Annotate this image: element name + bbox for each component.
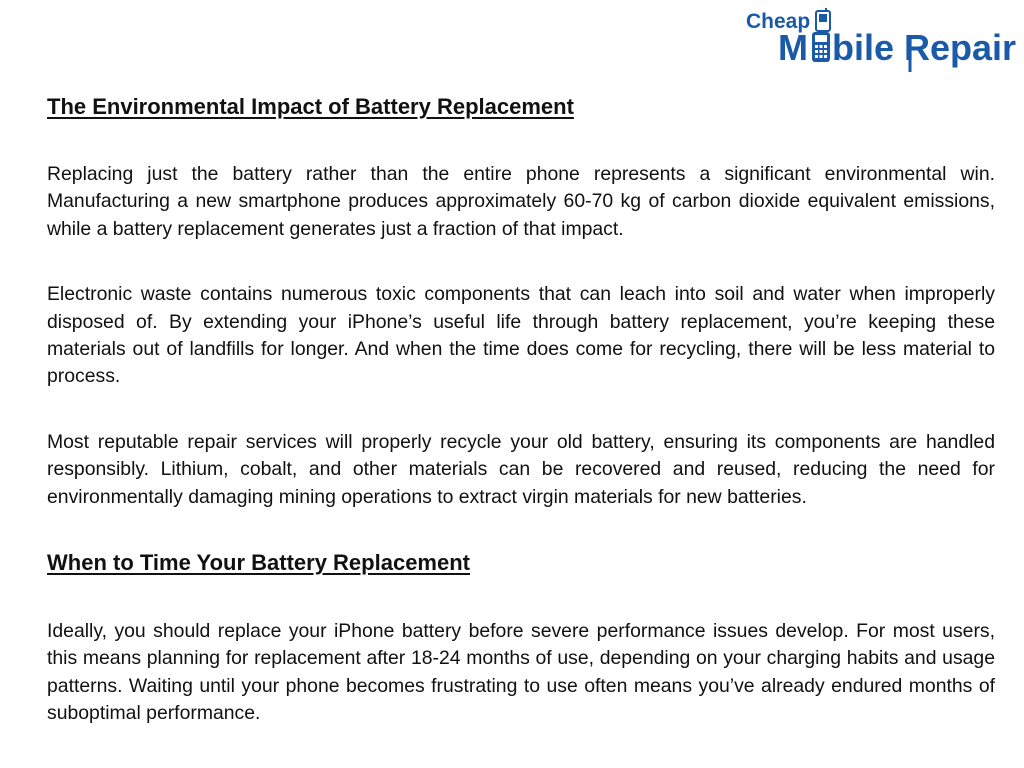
brand-logo	[744, 6, 1020, 74]
section-heading-timing: When to Time Your Battery Replacement	[47, 550, 470, 576]
paragraph-recycling: Most reputable repair services will properly recycle your old battery, ensuring its components are handled responsibly. Lithium, cobalt, and other materials can be recovered and reused, reducing the need for environmentally damaging mining operations to extract virgin materials for new batteries.	[47, 430, 995, 508]
logo-text-cheap: Cheap	[746, 10, 811, 33]
phone-icon	[816, 8, 830, 31]
paragraph-electronic-waste: Electronic waste contains numerous toxic components that can leach into soil and water when improperly disposed of. By extending your iPhone’s useful life through battery replacement, you’re keeping these materials out of landfills for longer. And when the time does come for recycling, there will be less material to process.	[47, 283, 995, 388]
logo-text-bile: bile	[832, 27, 895, 68]
logo-graphic	[744, 6, 1020, 74]
section-heading-environmental-impact: The Environmental Impact of Battery Replacement	[47, 94, 574, 119]
logo-text-epair: epair	[930, 27, 1017, 68]
logo-letter-m: M	[778, 27, 808, 68]
keypad-phone-icon	[812, 32, 830, 62]
paragraph-battery-vs-phone: Replacing just the battery rather than the entire phone represents a significant environmental win. Manufacturing a new smartphone produces approximately 60-70 kg of carbon dioxide equivalent emissions, while a battery replacement generates just a fraction of that impact.	[47, 163, 995, 240]
article-content	[47, 92, 995, 728]
logo-letter-r: R	[904, 27, 930, 68]
paragraph-timing-advice: Ideally, you should replace your iPhone battery before severe performance issues develop. For most users, this means planning for replacement after 18-24 months of use, depending on your charging habits and usage patterns. Waiting until your phone becomes frustrating to use often means you’ve already endured months of suboptimal performance.	[47, 620, 995, 725]
